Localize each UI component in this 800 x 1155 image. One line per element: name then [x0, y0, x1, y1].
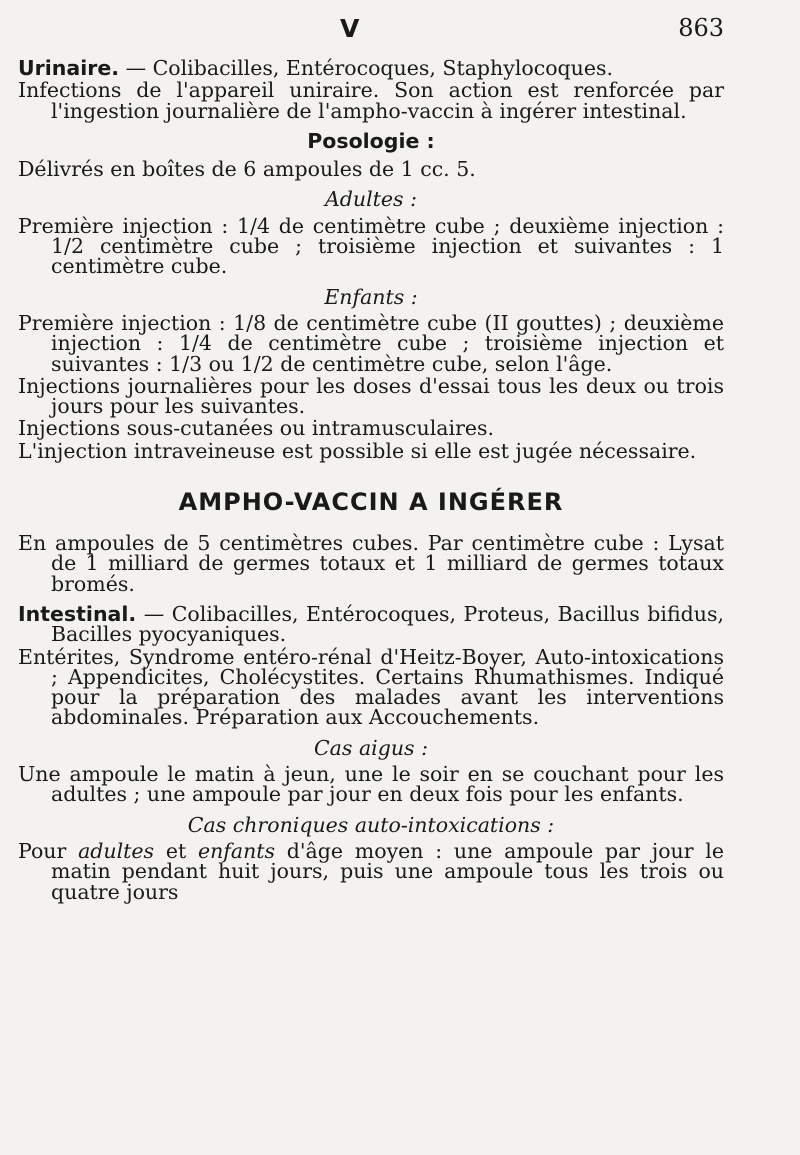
- page-content: [18, 58, 724, 904]
- urinaire-infections: Infections de l'appareil uniraire. Son action est renforcée par l'ingestion journalière de l'ampho-vaccin à ingérer intestinal.: [18, 78, 724, 123]
- enfants-text: Première injection : 1/8 de centimètre cube (II gouttes) ; deuxième injection : 1/4 de centimètre cube ; troisième injection et suivantes : 1/3 ou 1/2 de centimètre cube, selon l'âge.: [18, 310, 724, 376]
- section-title: AMPHO-VACCIN A INGÉRER: [178, 488, 564, 517]
- chron-pour: Pour: [18, 838, 79, 863]
- intraveineuse-text: L'injection intraveineuse est possible si elle est jugée nécessaire.: [18, 438, 697, 463]
- urinaire-entry: [18, 58, 724, 78]
- signature-mark: V: [340, 14, 360, 43]
- urinaire-term: Urinaire.: [18, 56, 120, 80]
- posologie-heading: Posologie :: [307, 128, 435, 153]
- cas-chroniques-label: Cas chroniques auto-intoxications :: [187, 812, 555, 837]
- cas-aigus-text: Une ampoule le matin à jeun, une le soir en se couchant pour les adultes ; une ampoule par jour en deux fois pour les enfants.: [18, 762, 724, 807]
- page-header: [0, 14, 800, 48]
- intestinal-dash: —: [136, 601, 172, 626]
- adultes-label: Adultes :: [325, 187, 417, 212]
- enfants-label: Enfants :: [324, 284, 418, 309]
- intestinal-term: Intestinal.: [18, 601, 137, 626]
- chron-adultes: adultes: [78, 838, 155, 863]
- sous-cutanees-text: Injections sous-cutanées ou intramusculaires.: [18, 416, 495, 441]
- chron-enfants: enfants: [197, 838, 276, 863]
- page-number: 863: [678, 14, 724, 42]
- chron-rest: d'âge moyen : une ampoule par jour le matin pendant huit jours, puis une ampoule tous les trois ou quatre jours: [51, 838, 724, 904]
- ampho-intro: En ampoules de 5 centimètres cubes. Par centimètre cube : Lysat de 1 milliard de germes totaux et 1 milliard de germes totaux bromés.: [18, 531, 724, 596]
- chron-et: et: [154, 838, 198, 863]
- cas-chroniques-text: [18, 838, 724, 904]
- cas-aigus-label: Cas aigus :: [314, 735, 428, 760]
- intestinal-text: Colibacilles, Entérocoques, Proteus, Bacillus bifidus, Bacilles pyocyaniques.: [51, 601, 724, 647]
- intestinal-entry: [18, 601, 724, 647]
- delivery-text: Délivrés en boîtes de 6 ampoules de 1 cc. 5.: [18, 157, 476, 182]
- journalieres-text: Injections journalières pour les doses d'essai tous les deux ou trois jours pour les suivantes.: [18, 373, 724, 419]
- indications-text: Entérites, Syndrome entéro-rénal d'Heitz-Boyer, Auto-intoxications ; Appendicites, Cholécystites. Certains Rhumathismes. Indiqué pour la préparation des malades avant les interventions abdominales. Préparation aux Accouchements.: [18, 644, 724, 730]
- urinaire-dash: —: [119, 56, 153, 80]
- urinaire-text: Colibacilles, Entérocoques, Staphylocoques.: [152, 56, 614, 80]
- adultes-text: Première injection : 1/4 de centimètre cube ; deuxième injection : 1/2 centimètre cube ; troisième injection et suivantes : 1 centimètre cube.: [18, 213, 724, 279]
